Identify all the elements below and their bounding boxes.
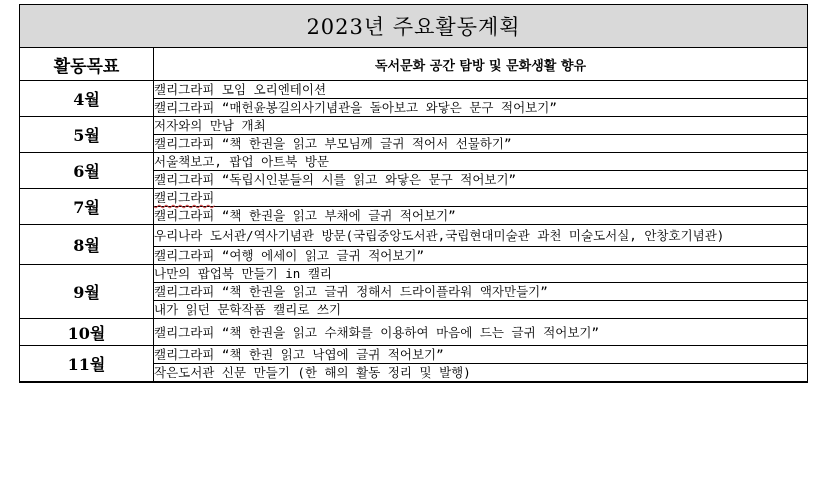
header-month: 활동목표 [20,48,154,81]
table-row [20,189,808,207]
activity-cell: 내가 읽던 문학작품 캘리로 쓰기 [154,301,808,319]
activity-cell: 저자와의 만남 개최 [154,117,808,135]
month-cell: 4월 [20,81,154,117]
table-row [20,117,808,135]
activity-cell: 캘리그라피 “책 한권을 읽고 수채화를 이용하여 마음에 드는 글귀 적어보기” [154,319,808,346]
activity-cell: 서울책보고, 팝업 아트북 방문 [154,153,808,171]
table-row [20,81,808,99]
table-title: 2023년 주요활동계획 [20,5,808,48]
table-row [20,225,808,247]
month-cell: 7월 [20,189,154,225]
header-goal: 독서문화 공간 탐방 및 문화생활 향유 [154,48,808,81]
activity-cell: 우리나라 도서관/역사기념관 방문(국립중앙도서관,국립현대미술관 과천 미술도서실, 안창호기념관) [154,225,808,247]
activity-cell: 작은도서관 신문 만들기 (한 해의 활동 정리 및 발행) [154,364,808,383]
month-cell: 5월 [20,117,154,153]
activity-cell [154,189,808,207]
activity-cell: 캘리그라피 모임 오리엔테이션 [154,81,808,99]
activity-plan-table [19,4,808,383]
activity-cell: 캘리그라피 “책 한권을 읽고 부채에 글귀 적어보기” [154,207,808,225]
activity-cell: 캘리그라피 “매헌윤봉길의사기념관을 돌아보고 와닿은 문구 적어보기” [154,99,808,117]
table-row [20,153,808,171]
month-cell: 8월 [20,225,154,265]
month-cell: 11월 [20,346,154,383]
table-row [20,346,808,364]
activity-cell: 캘리그라피 “여행 에세이 읽고 글귀 적어보기” [154,247,808,265]
activity-cell: 캘리그라피 “독립시인분들의 시를 읽고 와닿은 문구 적어보기” [154,171,808,189]
table-row [20,265,808,283]
table-row [20,319,808,346]
activity-cell: 캘리그라피 “책 한권 읽고 낙엽에 글귀 적어보기” [154,346,808,364]
month-cell: 6월 [20,153,154,189]
month-cell: 9월 [20,265,154,319]
activity-cell: 나만의 팝업북 만들기 in 캘리 [154,265,808,283]
activity-cell: 캘리그라피 “책 한권을 읽고 부모님께 글귀 적어서 선물하기” [154,135,808,153]
title-row [20,5,808,48]
month-cell: 10월 [20,319,154,346]
activity-text: 캘리그라피 [154,190,215,205]
activity-cell: 캘리그라피 “책 한권을 읽고 글귀 정해서 드라이플라워 액자만들기” [154,283,808,301]
header-row [20,48,808,81]
